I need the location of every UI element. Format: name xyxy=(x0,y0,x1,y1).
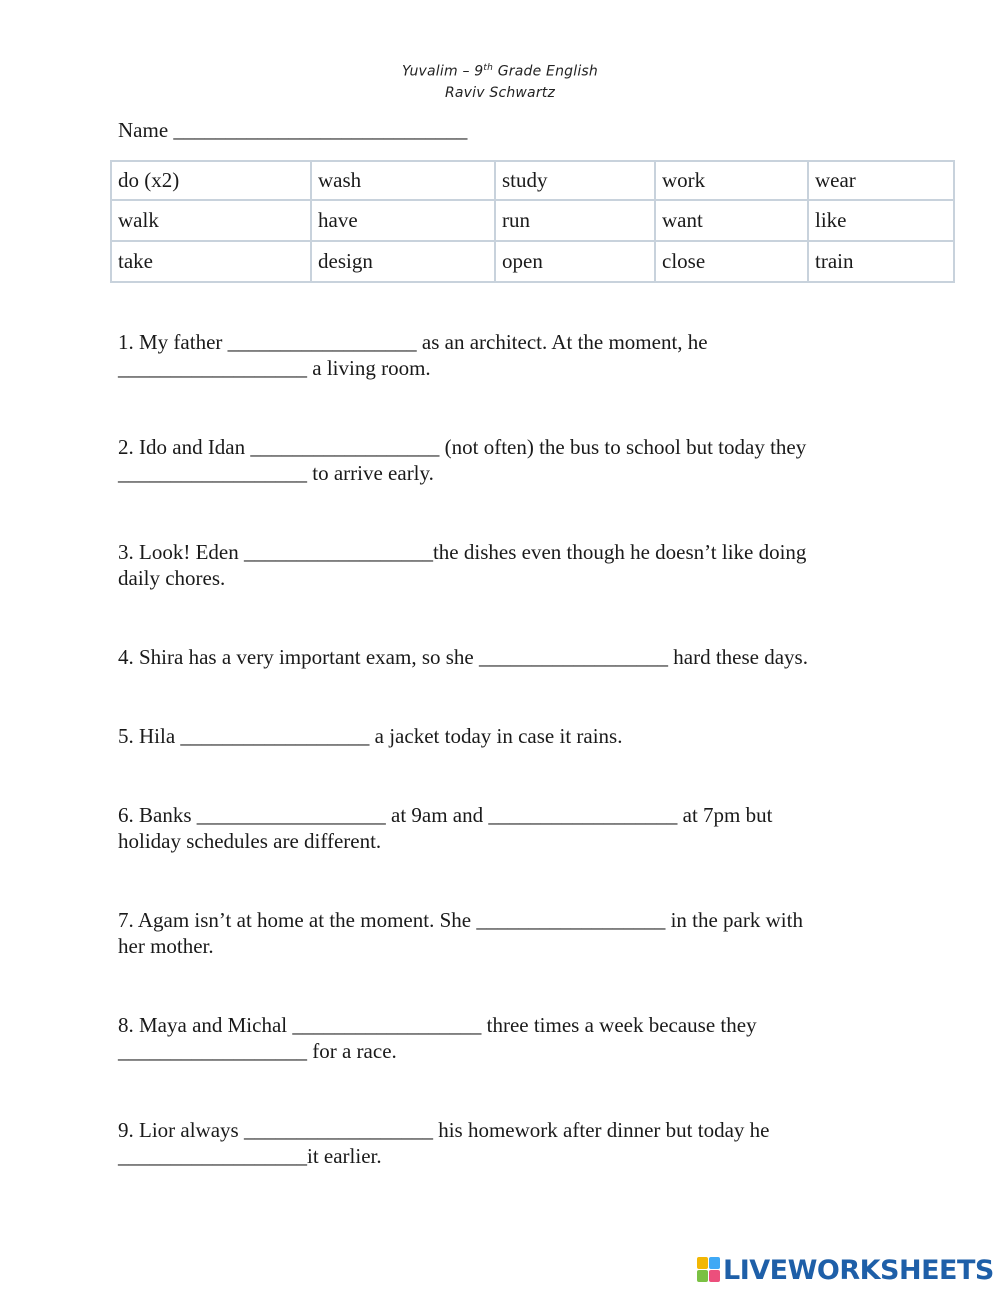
word-bank-cell: study xyxy=(496,160,656,201)
question-line: __________________ a living room. xyxy=(118,356,431,380)
word-bank-row xyxy=(110,201,955,242)
word-bank-cell: wear xyxy=(809,160,955,201)
word-bank-row xyxy=(110,160,955,201)
question-line: 1. My father __________________ as an architect. At the moment, he xyxy=(118,330,708,354)
name-field-label: Name ____________________________ xyxy=(118,118,468,142)
liveworksheets-logo-icon xyxy=(697,1257,721,1283)
question-7 xyxy=(118,907,878,959)
worksheet-header xyxy=(0,58,1000,104)
word-bank-cell: have xyxy=(312,201,496,242)
word-bank-cell: walk xyxy=(110,201,312,242)
question-line: __________________ for a race. xyxy=(118,1039,397,1063)
question-4 xyxy=(118,644,878,670)
logo-text: LIVEWORKSHEETS xyxy=(723,1254,994,1286)
question-6 xyxy=(118,802,878,854)
word-bank-cell: run xyxy=(496,201,656,242)
question-line: 8. Maya and Michal __________________ three times a week because they xyxy=(118,1013,757,1037)
word-bank-cell: close xyxy=(656,242,809,283)
header-title: Yuvalim – 9th Grade English xyxy=(401,63,598,80)
word-bank-cell: open xyxy=(496,242,656,283)
question-line: __________________it earlier. xyxy=(118,1144,382,1168)
question-line: 7. Agam isn’t at home at the moment. She __________________ in the park with xyxy=(118,908,803,932)
question-2 xyxy=(118,434,878,486)
question-line: 3. Look! Eden __________________the dishes even though he doesn’t like doing xyxy=(118,540,807,564)
question-8 xyxy=(118,1012,878,1064)
word-bank-row xyxy=(110,242,955,283)
word-bank-cell: design xyxy=(312,242,496,283)
word-bank-cell: work xyxy=(656,160,809,201)
question-line: 5. Hila __________________ a jacket today in case it rains. xyxy=(118,724,623,748)
word-bank-cell: want xyxy=(656,201,809,242)
question-1 xyxy=(118,329,878,381)
liveworksheets-logo xyxy=(697,1253,994,1287)
word-bank-cell: wash xyxy=(312,160,496,201)
header-author: Raviv Schwartz xyxy=(444,84,556,101)
question-line: her mother. xyxy=(118,934,214,958)
word-bank-cell: take xyxy=(110,242,312,283)
question-line: 2. Ido and Idan __________________ (not often) the bus to school but today they xyxy=(118,435,807,459)
question-line: 9. Lior always __________________ his homework after dinner but today he xyxy=(118,1118,770,1142)
question-3 xyxy=(118,539,878,591)
question-line: holiday schedules are different. xyxy=(118,829,382,853)
word-bank-cell: do (x2) xyxy=(110,160,312,201)
word-bank-table xyxy=(110,160,955,283)
word-bank-cell: train xyxy=(809,242,955,283)
question-line: 4. Shira has a very important exam, so she __________________ hard these days. xyxy=(118,645,808,669)
question-line: __________________ to arrive early. xyxy=(118,461,434,485)
question-5 xyxy=(118,723,878,749)
question-line: daily chores. xyxy=(118,566,226,590)
word-bank-cell: like xyxy=(809,201,955,242)
question-line: 6. Banks __________________ at 9am and __________________ at 7pm but xyxy=(118,803,773,827)
question-9 xyxy=(118,1117,878,1169)
